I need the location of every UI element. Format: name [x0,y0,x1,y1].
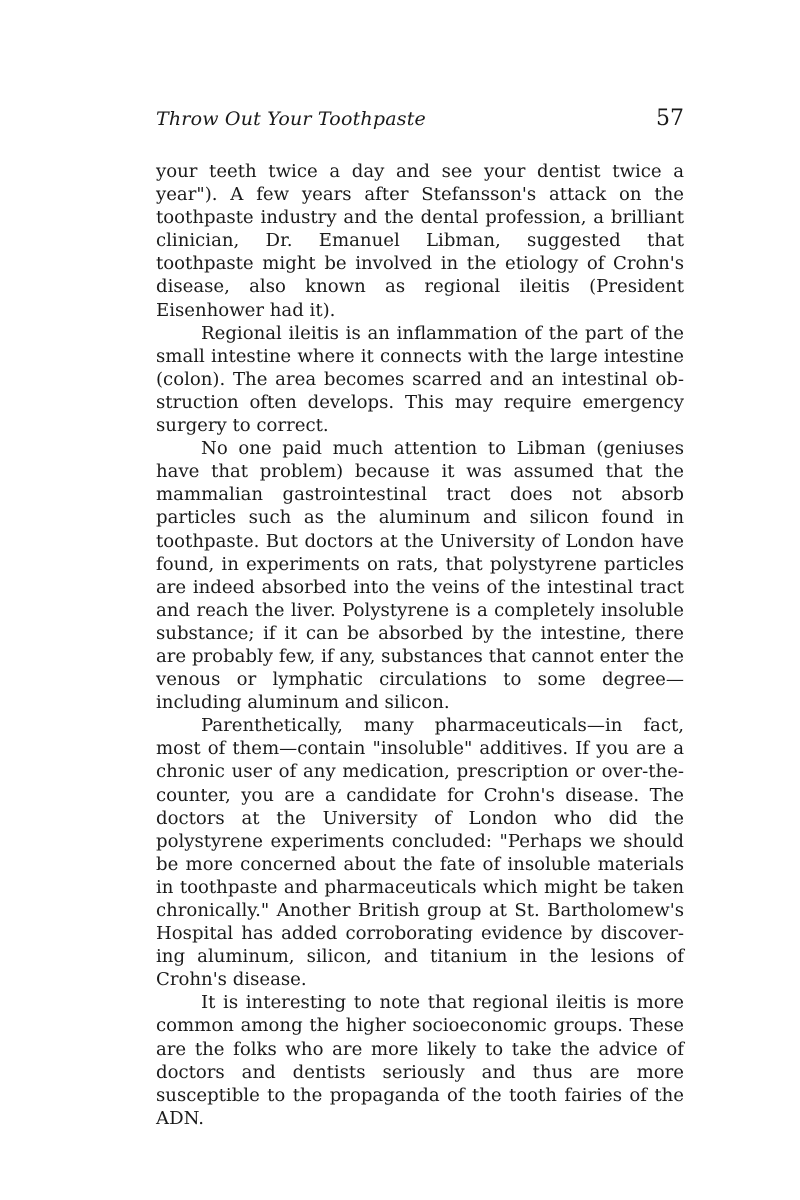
paragraph: It is interesting to note that regional ileitis is more common among the higher socioeconomic groups. These are the folks who are more likely to take the advice of doctors and dentists seriously and thus are more susceptible to the propaganda of the tooth fairies of the ADN. [156,992,684,1129]
paragraph: No one paid much attention to Libman (geniuses have that problem) because it was assumed that the mammalian gastrointestinal tract does not absorb particles such as the aluminum and silicon found in toothpaste. But doctors at the University of London have found, in experiments on rats, that polystyrene particles are indeed absorbed into the veins of the intestinal tract and reach the liver. Polystyrene is a completely insoluble substance; if it can be absorbed by the intestine, there are probably few, if any, substances that cannot enter the venous or lymphatic circulations to some degree—including aluminum and silicon. [156,438,684,714]
page-number: 57 [656,106,684,131]
body-text [156,160,684,1130]
paragraph: Regional ileitis is an inflammation of the part of the small intestine where it connects with the large intestine (colon). The area becomes scarred and an intestinal obstruction often develops. This may require emergency surgery to correct. [156,322,684,437]
running-title: Throw Out Your Toothpaste [156,108,426,130]
paragraph-continuation: your teeth twice a day and see your dentist twice a year"). A few years after Stefansson's attack on the toothpaste industry and the dental profession, a brilliant clinician, Dr. Emanuel Libman, suggested that toothpaste might be involved in the etiology of Crohn's disease, also known as regional ileitis (President Eisenhower had it). [156,161,684,321]
paragraph: Parenthetically, many pharmaceuticals—in fact, most of them—contain "insoluble" additives. If you are a chronic user of any medication, prescription or over-the-counter, you are a candidate for Crohn's disease. The doctors at the University of London who did the polystyrene experiments concluded: "Perhaps we should be more concerned about the fate of insoluble materials in toothpaste and pharmaceuticals which might be taken chronically." Another British group at St. Bartholomew's Hospital has added corroborating evidence by discovering aluminum, silicon, and titanium in the lesions of Crohn's disease. [156,715,684,991]
